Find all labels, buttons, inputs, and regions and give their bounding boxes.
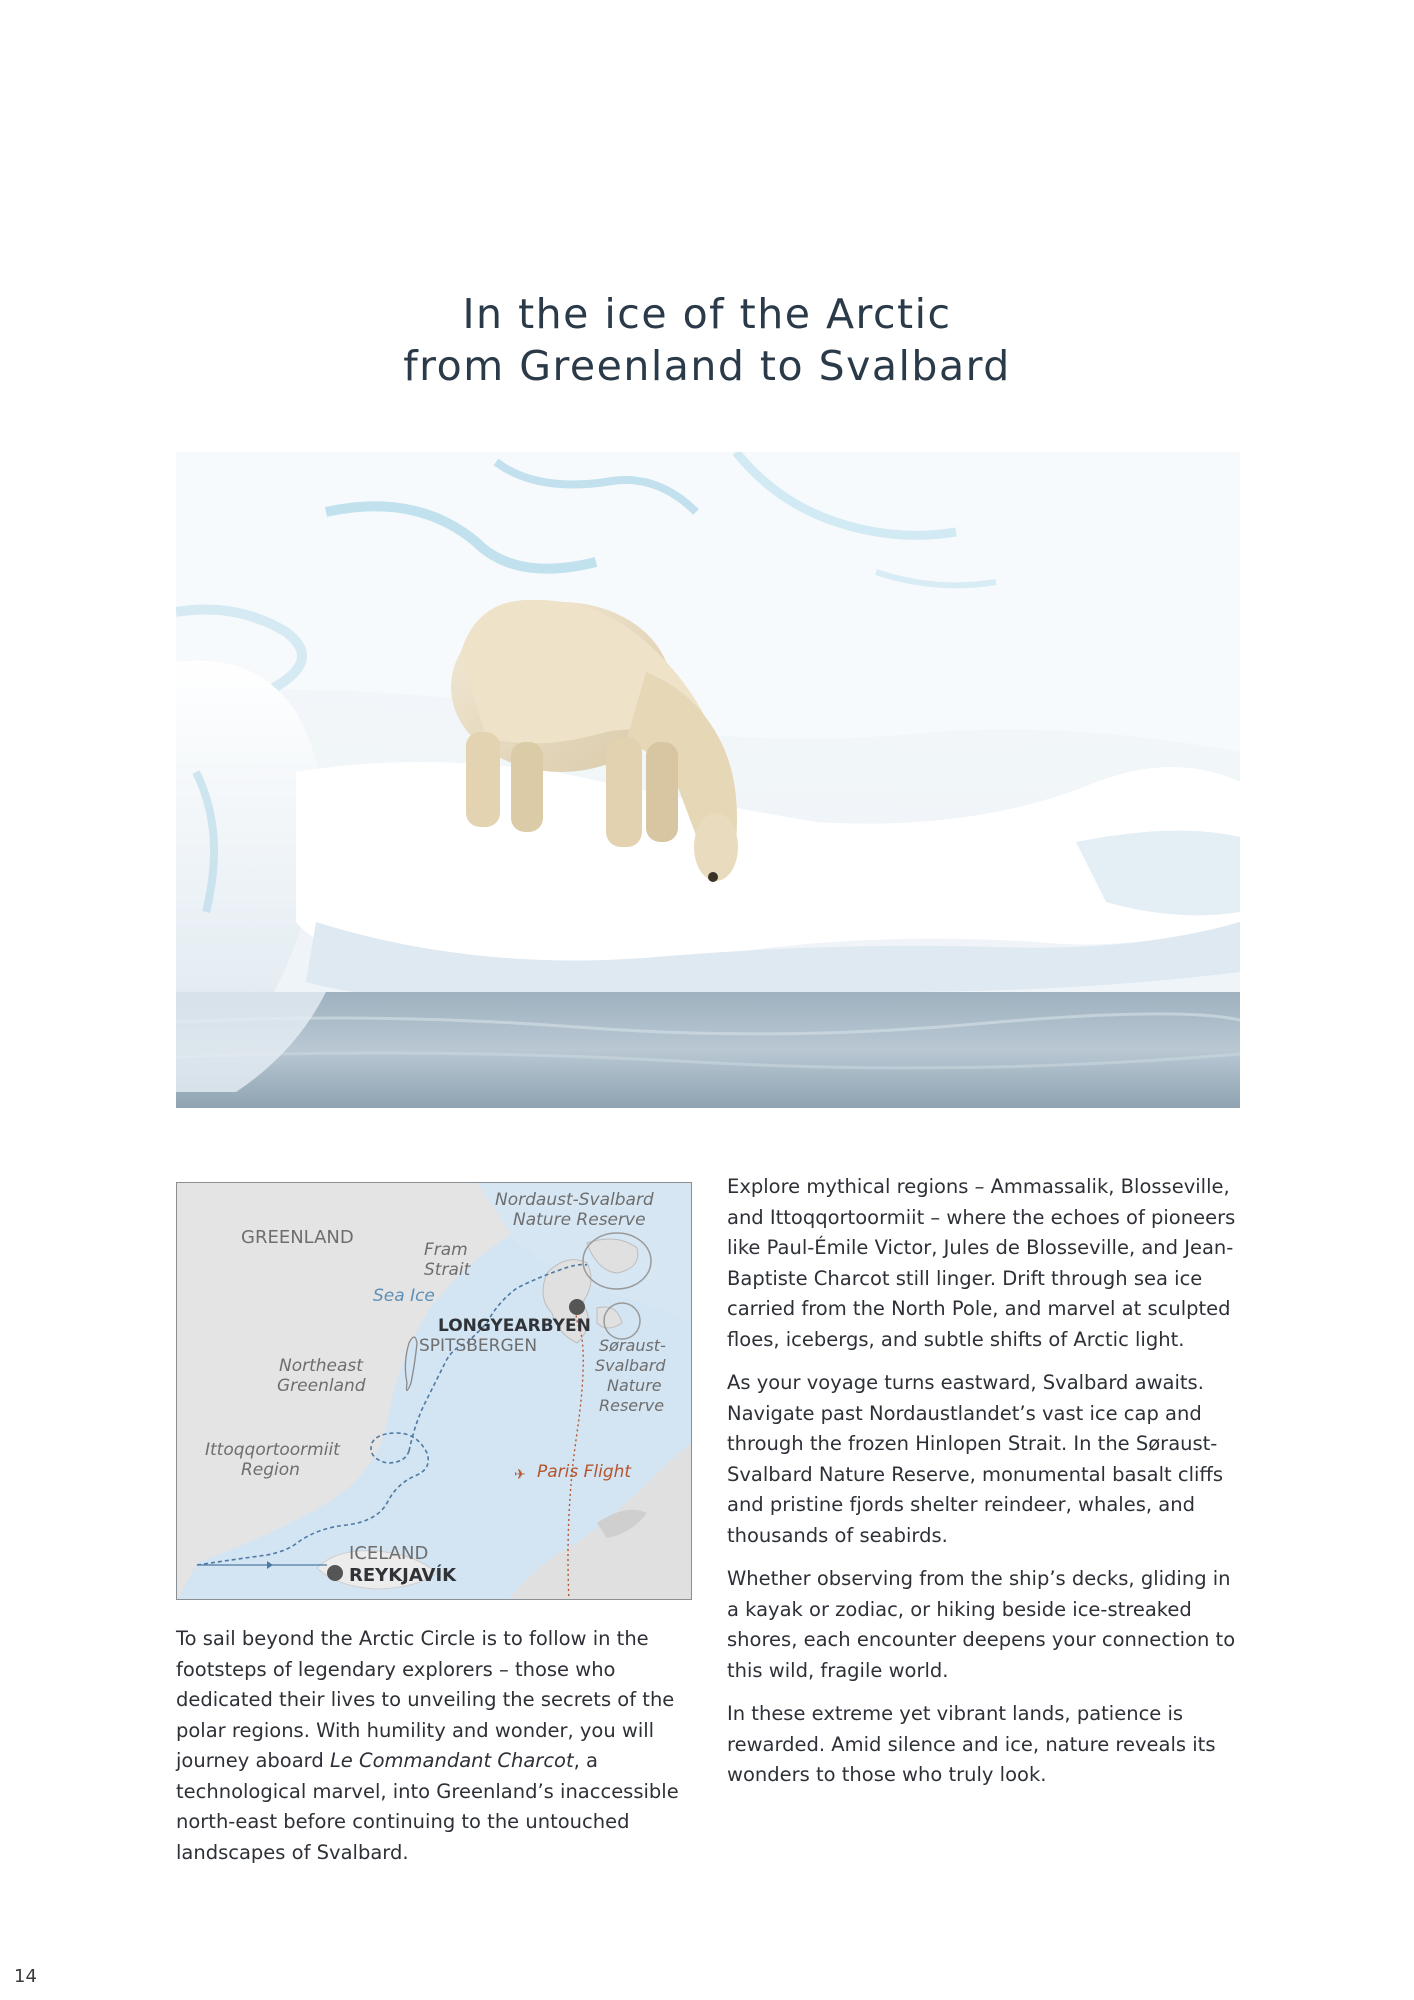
label-soraust-1: Søraust- (599, 1336, 666, 1355)
label-iceland: ICELAND (349, 1543, 429, 1564)
polar-bear-illustration (176, 452, 1240, 1108)
label-fram-strait-2: Strait (424, 1260, 471, 1280)
intro-paragraph: To sail beyond the Arctic Circle is to follow in the footsteps of legendary explorers – those who dedicated their lives to unveiling the secrets of the polar regions. With humility and wonder, you will journey aboard Le Commandant Charcot, a technological marvel, into Greenland’s inaccessible north-east before continuing to the untouched landscapes of Svalbard. (176, 1627, 679, 1864)
svg-text:✈: ✈ (514, 1467, 526, 1483)
page-title-line-2: from Greenland to Svalbard (403, 342, 1011, 390)
label-longyearbyen: LONGYEARBYEN (438, 1316, 591, 1336)
label-nordaust-1: Nordaust-Svalbard (495, 1190, 654, 1210)
label-paris-flight: Paris Flight (537, 1462, 632, 1482)
page-number: 14 (14, 1966, 37, 1987)
intro-text (176, 1624, 696, 1881)
label-soraust-4: Reserve (599, 1396, 665, 1415)
paragraph-3: Whether observing from the ship’s decks, gliding in a kayak or zodiac, or hiking beside ice-streaked shores, each encounter deepens your connection to this wild, fragile world. (727, 1567, 1236, 1682)
paragraph-4: In these extreme yet vibrant lands, patience is rewarded. Amid silence and ice, nature reveals its wonders to those who truly look. (727, 1702, 1216, 1786)
route-map-graphic (177, 1183, 692, 1600)
label-soraust-3: Nature (607, 1376, 662, 1395)
label-nordaust-2: Nature Reserve (513, 1210, 646, 1230)
reykjavik-marker (327, 1565, 343, 1581)
label-ittoqqortoormiit-1: Ittoqqortoormiit (205, 1440, 340, 1460)
body-text (727, 1172, 1247, 1804)
label-northeast-2: Greenland (277, 1376, 366, 1396)
longyearbyen-marker (569, 1299, 585, 1315)
route-map (176, 1182, 692, 1600)
paragraph-1: Explore mythical regions – Ammassalik, Blosseville, and Ittoqqortoormiit – where the echoes of pioneers like Paul-Émile Victor, Jules de Blosseville, and Jean-Baptiste Charcot still linger. Drift through sea ice carried from the North Pole, and marvel at sculpted floes, icebergs, and subtle shifts of Arctic light. (727, 1175, 1236, 1351)
label-greenland: GREENLAND (241, 1227, 354, 1248)
label-northeast-1: Northeast (279, 1356, 363, 1376)
label-fram-strait-1: Fram (424, 1240, 468, 1260)
label-ittoqqortoormiit-2: Region (241, 1460, 300, 1480)
label-spitsbergen: SPITSBERGEN (419, 1336, 538, 1356)
ship-name: Le Commandant Charcot (329, 1749, 574, 1772)
label-sea-ice: Sea Ice (373, 1286, 435, 1306)
label-soraust-2: Svalbard (595, 1356, 666, 1375)
page-title-line-1: In the ice of the Arctic (462, 290, 952, 338)
page-title (0, 288, 1414, 392)
label-reykjavik: REYKJAVÍK (349, 1565, 457, 1586)
paragraph-2: As your voyage turns eastward, Svalbard awaits. Navigate past Nordaustlandet’s vast ice cap and through the frozen Hinlopen Strait. In the Søraust-Svalbard Nature Reserve, monumental basalt cliffs and pristine fjords shelter reindeer, whales, and thousands of seabirds. (727, 1371, 1224, 1547)
hero-photo-polar-bear (176, 452, 1240, 1108)
